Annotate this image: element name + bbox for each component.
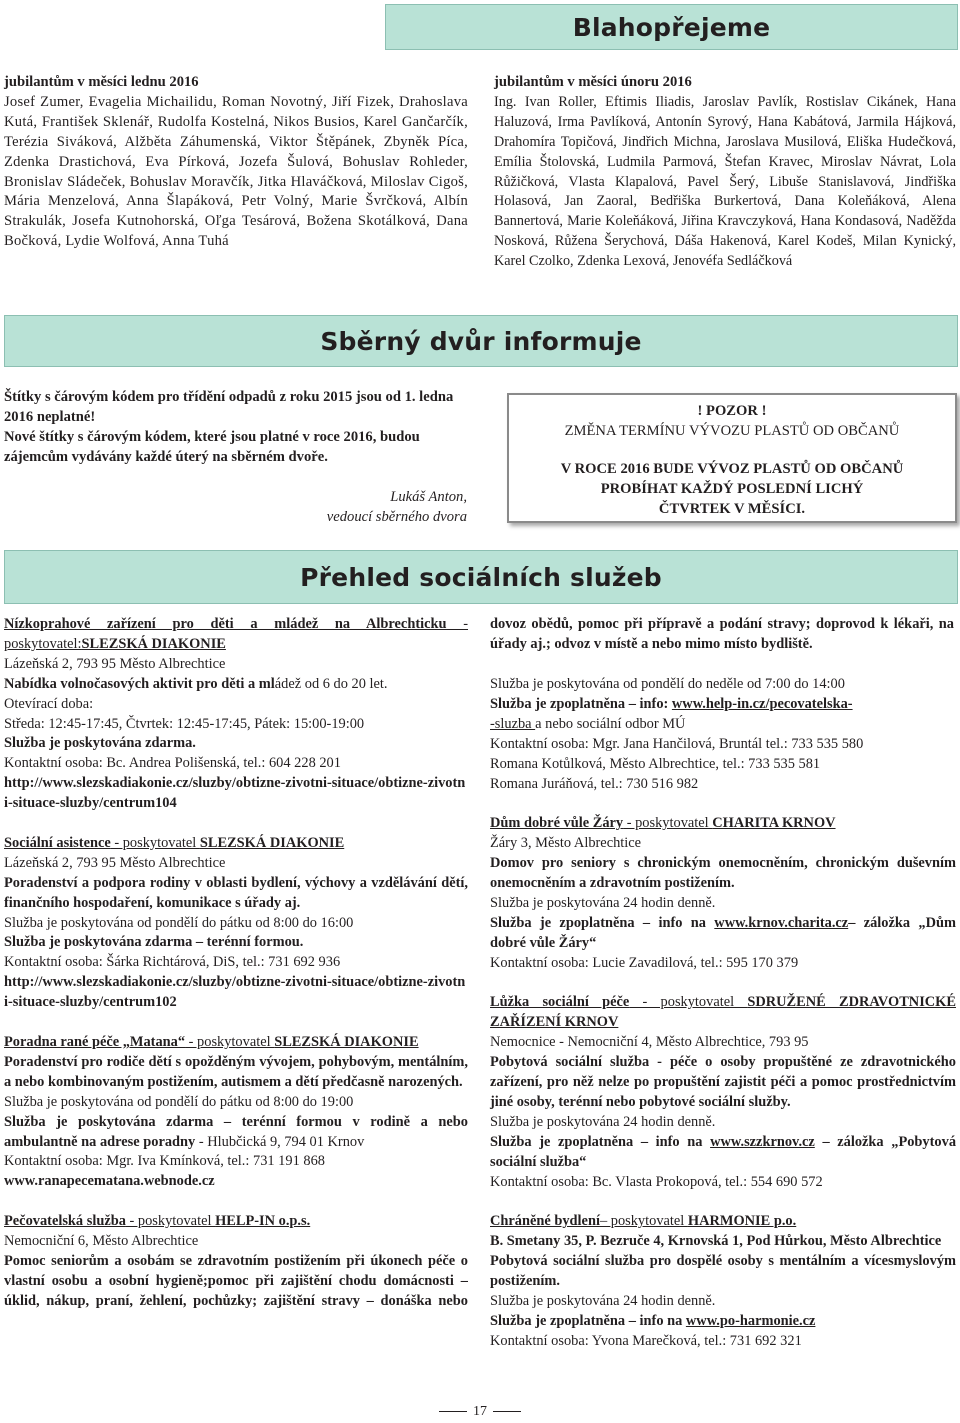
contact-person: Kontaktní osoba: Bc. Vlasta Prokopová, tel.: 554 690 572 <box>490 1173 823 1190</box>
page-number: 17 <box>0 1404 960 1420</box>
banner-congratulations <box>385 4 958 50</box>
service-heading-early-care: Poradna rané péče „Matana“ - poskytovatel SLEZSKÁ DIAKONIE <box>4 1034 419 1050</box>
service-paid: Služba je zpoplatněna – info: www.help-in.cz/pecovatelska- -sluzba a nebo sociální odbor MÚ <box>490 695 853 732</box>
service-description-part2: dovoz obědů, pomoc při přípravě a podání stravy; doprovod k lékaři, na úřady aj.; odvoz v místě a nebo mimo místo bydliště. <box>490 615 954 652</box>
contact-person: Kontaktní osoba: Yvona Marečková, tel.: 731 692 321 <box>490 1332 802 1349</box>
labels-invalid-text: Štítky s čárovým kódem pro třídění odpadů z roku 2015 jsou od 1. ledna 2016 neplatné! <box>4 389 454 425</box>
section-title-collection-yard: Sběrný dvůr informuje <box>320 326 642 356</box>
service-free: Služba je poskytována zdarma – terénní formou. <box>4 934 304 951</box>
banner-collection-yard <box>4 315 958 367</box>
banner-social-services <box>4 550 958 604</box>
service-offer: Nabídka volnočasových aktivit pro děti a mládež od 6 do 20 let. <box>4 675 388 692</box>
service-description: Pobytová sociální služba - péče o osoby propuštěné ze zdravotnického zařízení, pro něž nelze po propuštění zajistit péči a pomoc prostřednictvím jiné osoby, terénní nebo pobytové sociální služby. <box>490 1054 956 1110</box>
january-names: Josef Zumer, Evagelia Michailidu, Roman Novotný, Jiří Fizek, Drahoslava Kutá, František Sklenář, Rudolfa Kostelná, Nikos Busios, Karel Gančarčík, Terézia Siváková, Alžběta Záhumenská, Viktor Štěpánek, Zbyněk Píca, Zdenka Drastichová, Eva Pírková, Jozefa Šulová, Bohuslav Rohleder, Bronislav Sládeček, Bohuslav Moravčík, Jitka Hlaváčková, Miloslav Cigoš, Mária Menzelová, Anna Šlapáková, Petr Volný, Marie Švrčková, Albín Strakulák, Josefa Kutnohorská, Oľga Tesárová, Božena Skotálková, Dana Bočková, Lydie Wolfová, Anna Tuhá <box>4 93 468 250</box>
plastic-collection-notice <box>507 393 957 523</box>
section-title-congratulations: Blahopřejeme <box>572 12 771 42</box>
services-left-column <box>4 615 468 1312</box>
service-address: Lázeňská 2, 793 95 Město Albrechtice <box>4 655 226 672</box>
service-paid: Služba je zpoplatněna – info na www.po-harmonie.cz <box>490 1312 816 1329</box>
service-free: Služba je poskytována zdarma. <box>4 735 196 752</box>
contact-person: Kontaktní osoba: Mgr. Iva Kmínková, tel.: 731 191 868 <box>4 1153 325 1170</box>
signature-name: Lukáš Anton, <box>390 488 467 505</box>
services-right-column <box>490 615 956 1352</box>
contact-person: Romana Kotůlková, Město Albrechtice, tel.: 733 535 581 <box>490 755 821 772</box>
service-heading-sheltered-housing: Chráněné bydlení– poskytovatel HARMONIE p.o. <box>490 1213 797 1230</box>
notice-line-3: ČTVRTEK V MĚSÍCI. <box>658 501 806 517</box>
service-hours: Služba je poskytována 24 hodin denně. <box>490 1293 716 1310</box>
labels-new-text: Nové štítky s čárovým kódem, které jsou platné v roce 2016, budou zájemcům vydávány každé úterý na sběrném dvoře. <box>4 428 420 465</box>
service-heading-low-threshold: Nízkoprahové zařízení pro děti a mládež na Albrechticku - poskytovatel:SLEZSKÁ DIAKONIE <box>4 616 469 652</box>
service-description: Pobytová sociální služba pro dospělé osoby s mentálním a vícesmyslovým postižením. <box>490 1253 956 1290</box>
service-address: Nemocniční 6, Město Albrechtice <box>4 1233 199 1250</box>
service-paid: Služba je zpoplatněna – info na www.krnov.charita.cz– záložka „Dům dobré vůle Žáry“ <box>490 914 956 951</box>
service-heading-social-assistance: Sociální asistence - poskytovatel SLEZSKÁ DIAKONIE <box>4 834 345 851</box>
service-heading-social-beds: Lůžka sociální péče - poskytovatel SDRUŽENÉ ZDRAVOTNICKÉ ZAŘÍZENÍ KRNOV <box>490 994 956 1031</box>
service-address: Lázeňská 2, 793 95 Město Albrechtice <box>4 854 226 871</box>
service-description: Poradenství pro rodiče dětí s opožděným vývojem, pohybovým, mentálním, a nebo kombinovaným postižením, autismem a dětí předčasně narozených. <box>4 1053 468 1090</box>
january-heading: jubilantům v měsíci lednu 2016 <box>4 74 199 90</box>
service-url[interactable]: http://www.slezskadiakonie.cz/sluzby/obtizne-zivotni-situace/obtizne-zivotni-situace-sluzby/centrum104 <box>4 775 466 812</box>
service-hours: Služba je poskytována 24 hodin denně. <box>490 1113 716 1130</box>
service-url[interactable]: www.ranapecematana.webnode.cz <box>4 1173 215 1190</box>
opening-hours: Středa: 12:45-17:45, Čtvrtek: 12:45-17:45, Pátek: 15:00-19:00 <box>4 715 365 732</box>
service-heading-goodwill-house: Dům dobré vůle Žáry - poskytovatel CHARITA KRNOV <box>490 815 836 832</box>
notice-line-2: PROBÍHAT KAŽDÝ POSLEDNÍ LICHÝ <box>600 481 864 497</box>
january-column <box>4 73 468 252</box>
service-hours: Služba je poskytována 24 hodin denně. <box>490 894 716 911</box>
service-free: Služba je poskytována zdarma – terénní formou v rodině a nebo ambulantně na adrese poradny - Hlubčická 9, 794 01 Krnov <box>4 1113 468 1150</box>
service-description: Domov pro seniory s chronickým onemocněním, chronickým duševním onemocněním a zdravotním postižením. <box>490 855 956 892</box>
service-address: B. Smetany 35, P. Bezruče 4, Krnovská 1, Pod Hůrkou, Město Albrechtice <box>490 1233 942 1250</box>
section-title-social-services: Přehled sociálních služeb <box>300 562 662 592</box>
contact-person: Romana Juráňová, tel.: 730 516 982 <box>490 775 699 792</box>
contact-person: Kontaktní osoba: Lucie Zavadilová, tel.: 595 170 379 <box>490 954 799 971</box>
february-names: Ing. Ivan Roller, Eftimis Iliadis, Jaroslav Pavlík, Rostislav Cikánek, Hana Haluzová, Irma Pavlíková, Antonín Syrový, Hana Kabátová, Jarmila Hájková, Drahomíra Topičová, Jindřich Michna, Jaroslava Musilová, Eliška Hudečková, Emília Štolovská, Ludmila Parmová, Štefan Kravec, Miroslav Návrat, Lola Růžičková, Vlasta Klapalová, Pavel Šerý, Libuše Stanislavová, Jindřiška Holasová, Jan Zaoral, Bedřiška Burkertová, Dana Koleňáková, Alena Bannertová, Marie Koleňáková, Jiřina Kravczyková, Hana Kondasová, Naděžda Nosková, Růžena Šerychová, Dáša Hakenová, Karel Kodeš, Milan Kynický, Karel Czolko, Zdenka Lexová, Jenovéfa Sedláčková <box>494 93 956 270</box>
contact-person: Kontaktní osoba: Mgr. Jana Hančilová, Bruntál tel.: 733 535 580 <box>490 735 864 752</box>
service-paid: Služba je zpoplatněna – info na www.szzkrnov.cz – záložka „Pobytová sociální služba“ <box>490 1133 957 1170</box>
service-description-part1: Pomoc seniorům a osobám se zdravotním postižením při úkonech péče o vlastní osobu a osobní hygieně;pomoc při zajištění chodu domácnosti – úklid, nákup, praní, žehlení, pochůzky; zajištění stravy – donáška nebo <box>4 1252 468 1309</box>
service-description: Poradenství a podpora rodiny v oblasti bydlení, výchovy a vzdělávání dětí, finančního hospodaření, komunikace s úřady aj. <box>4 874 468 911</box>
service-address: Žáry 3, Město Albrechtice <box>490 835 642 852</box>
february-column <box>494 73 956 272</box>
opening-hours-label: Otevírací doba: <box>4 695 94 712</box>
february-heading: jubilantům v měsíci únoru 2016 <box>494 74 692 90</box>
service-address: Nemocnice - Nemocniční 4, Město Albrechtice, 793 95 <box>490 1034 809 1051</box>
service-heading-care-service: Pečovatelská služba - poskytovatel HELP-IN o.p.s. <box>4 1213 311 1230</box>
service-hours: Služba je poskytována od pondělí do pátku od 8:00 do 19:00 <box>4 1093 354 1110</box>
collection-yard-text <box>4 388 470 527</box>
contact-person: Kontaktní osoba: Šárka Richtárová, DiS, tel.: 731 692 936 <box>4 954 341 971</box>
notice-subtitle: ZMĚNA TERMÍNU VÝVOZU PLASTŮ OD OBČANŮ <box>564 423 900 439</box>
service-hours: Služba je poskytována od pondělí do neděle od 7:00 do 14:00 <box>490 676 845 692</box>
service-url[interactable]: http://www.slezskadiakonie.cz/sluzby/obtizne-zivotni-situace/obtizne-zivotni-situace-sluzby/centrum102 <box>4 974 466 1011</box>
notice-warning: ! POZOR ! <box>697 403 767 419</box>
signature-role: vedoucí sběrného dvora <box>326 508 467 525</box>
contact-person: Kontaktní osoba: Bc. Andrea Polišenská, tel.: 604 228 201 <box>4 755 341 772</box>
notice-line-1: V ROCE 2016 BUDE VÝVOZ PLASTŮ OD OBČANŮ <box>560 461 904 477</box>
service-hours: Služba je poskytována od pondělí do pátku od 8:00 do 16:00 <box>4 914 354 931</box>
